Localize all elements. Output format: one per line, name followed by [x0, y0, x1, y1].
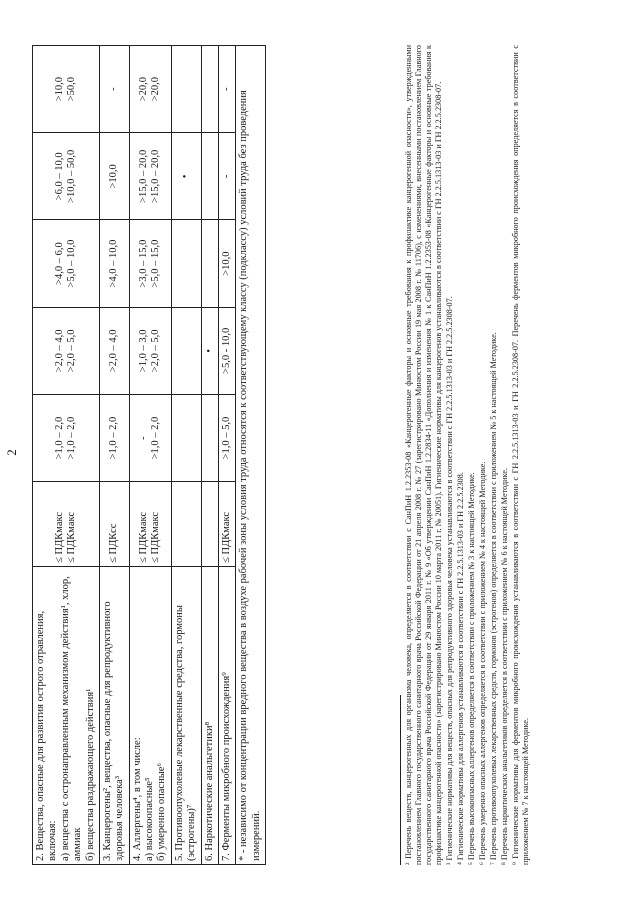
class-value-cell — [201, 394, 218, 481]
class-value: >10,0 — [220, 251, 232, 276]
pdk-cell — [99, 482, 129, 567]
class-value: >50,0 — [65, 76, 77, 102]
class-value: - — [137, 436, 149, 440]
table-row — [218, 46, 235, 865]
footnote: ⁷ Перечень противоопухолевых лекарственных средств, гормонов (эстрогенов) определяется в соответствии с приложением № 5 к настоящей Методике. — [489, 332, 498, 865]
class-value-cell — [171, 220, 201, 307]
class-value: >2,0 – 5,0 — [150, 329, 162, 373]
class-value: - — [108, 87, 120, 91]
class-value: >1,0 – 2,0 — [108, 416, 120, 460]
substance-label-line: а) высокоопасные⁵ — [144, 777, 155, 861]
class-value-cell — [33, 394, 100, 481]
class-value-cell — [218, 133, 235, 220]
class-value: >4,0 – 10,0 — [108, 239, 120, 288]
class-value-cell — [201, 133, 218, 220]
class-value-cell — [33, 133, 100, 220]
class-value: • — [179, 174, 191, 179]
table-row — [99, 46, 129, 865]
class-value-cell — [171, 133, 201, 220]
table-row — [201, 46, 218, 865]
class-value-cell — [99, 220, 129, 307]
pdk-value: ≤ ПДКмакс — [137, 511, 149, 563]
class-value: • — [203, 349, 215, 353]
class-value-cell — [201, 307, 218, 394]
pdk-value: ≤ ПДКмакс — [65, 511, 77, 563]
class-value-cell — [129, 394, 171, 481]
class-value: >1,0 – 5,0 — [220, 416, 232, 460]
class-value-cell — [33, 307, 100, 394]
class-value-cell — [99, 133, 129, 220]
class-value: >2,0 – 4,0 — [108, 329, 120, 373]
class-value: >4,0 – 6,0 — [53, 242, 65, 285]
class-value: >20,0 — [137, 76, 149, 102]
substance-label-line: 7. Ферменты микробного происхождения⁹ — [220, 672, 232, 861]
class-value: >1,0 – 2,0 — [53, 416, 65, 460]
substance-label-cell — [99, 566, 129, 864]
class-value-cell — [99, 46, 129, 133]
class-value-cell — [129, 307, 171, 394]
class-value-cell — [33, 46, 100, 133]
footnotes — [400, 45, 532, 865]
substance-label-line: 6. Наркотические анальгетики⁸ — [203, 721, 215, 861]
class-value-cell — [218, 394, 235, 481]
class-value: >15,0 – 20,0 — [137, 149, 149, 203]
hazard-class-table — [32, 45, 266, 865]
substance-label-line: 3. Канцерогены², вещества, опасные для репродуктивного здоровья человека³ — [101, 601, 126, 861]
class-value: - — [220, 174, 232, 179]
class-value: >1,0 – 3,0 — [137, 329, 149, 373]
class-value-cell — [201, 220, 218, 307]
footnote: ⁸ Перечень наркотических анальгетиков определяется в соответствии с приложением № 6 к настоящей Методике. — [500, 468, 509, 865]
pdk-value: ≤ ПДКмакс — [150, 511, 162, 563]
class-value-cell — [33, 220, 100, 307]
substance-label-line: 5. Противоопухолевые лекарственные средства, гормоны (эстрогены)⁷ — [173, 605, 198, 861]
table-row — [171, 46, 201, 865]
page-number: 2 — [4, 449, 19, 456]
class-value-cell — [171, 307, 201, 394]
class-value: >1,0 – 2,0 — [150, 416, 162, 460]
footnote: ³ Гигиенические нормативы для веществ, опасных для репродуктивного здоровья человека устанавливаются в соответствии с ГН 2.2.5.1313-03 и ГН 2.2.5.2308-07. — [445, 296, 454, 865]
substance-label-cell — [218, 566, 235, 864]
pdk-value: ≤ ПДКмакс — [220, 511, 232, 563]
substance-label-line: 2. Вещества, опасные для развития острого отравления, включая: — [35, 610, 59, 861]
footnote: ⁵ Перечень высокоопасных аллергенов определяется в соответствии с приложением № 3 к настоящей Методике. — [467, 472, 476, 865]
class-value: - — [220, 87, 232, 91]
pdk-cell — [201, 482, 218, 567]
class-value-cell — [218, 307, 235, 394]
class-value-cell — [99, 394, 129, 481]
class-value: >20,0 — [150, 76, 162, 102]
substance-label-line: б) умеренно опасные⁶ — [156, 762, 168, 861]
class-value: >1,0 – 2,0 — [65, 416, 77, 460]
class-value-cell — [218, 220, 235, 307]
footnote: ⁴ Гигиенические нормативы для аллергенов устанавливаются в соответствии с ГН 2.2.5.1313-03 и ГН 2.2.5.2308. — [456, 472, 465, 865]
footnote: ² Перечень веществ, канцерогенных для организма человека, определяется в соответствии с СанПиН 1.2.2353-08 «Канцерогенные факторы и основные требования к профилактике канцерогенной опасности», утвержденными постановлением Главного государственного санитарного врача Российской Федерации от 21 апреля 2008 г. № 27 (зарегистрировано Минюстом России 19 мая 2008 г. № 11706), с изменениями, внесенными постановлением Главного государственного санитарного врача Российской Федерации от 29 января 2011 г. № 9 «Об утверждении СанПиН 1.2.2834-11 «Дополнения и изменения № 1 к СанПиН 1.2.2353-08 «Канцерогенные факторы и основные требования к профилактике канцерогенной опасности» (зарегистрировано Минюстом России 10 марта 2011 г. № 20051). Гигиенические нормативы для канцерогенов устанавливаются в соответствии с ГН 2.2.5.1313-03 и ГН 2.2.5.2308-07. — [404, 45, 443, 865]
class-value: >5,0 - 10,0 — [220, 327, 232, 374]
table-row — [33, 46, 100, 865]
pdk-cell — [129, 482, 171, 567]
pdk-cell — [33, 482, 100, 567]
footnote-divider — [400, 695, 401, 865]
class-value-cell — [99, 307, 129, 394]
substance-label-line: б) вещества раздражающего действия¹ — [84, 688, 96, 861]
footnote-list — [404, 45, 531, 865]
class-value: >2,0 – 5,0 — [65, 329, 77, 373]
class-value-cell — [129, 220, 171, 307]
class-value: >5,0 – 15,0 — [150, 239, 162, 288]
footnote: ⁶ Перечень умеренно опасных аллергенов определяется в соответствии с приложением № 4 к настоящей Методике. — [478, 461, 487, 865]
pdk-value: ≤ ПДКмакс — [53, 511, 65, 563]
class-value: >3,0 – 15,0 — [137, 239, 149, 288]
pdk-cell — [171, 482, 201, 567]
substance-label-line: 4. Аллергены⁴, в том числе: — [131, 737, 143, 861]
table-note: * - независимо от концентрации вредного вещества в воздухе рабочей зоны условия труда относятся к соответствующему классу (подклассу) условий труда без проведения измерений. — [236, 46, 266, 865]
class-value: >6,0 – 10,0 — [53, 152, 65, 201]
pdk-value: ≤ ПДКсс — [108, 523, 120, 563]
substance-label-line: а) вещества с остронаправленным механизмом действия¹, хлор, аммиак — [59, 576, 84, 861]
substance-label-cell — [201, 566, 218, 864]
class-value: >10,0 – 50,0 — [65, 149, 77, 203]
class-value: >5,0 – 10,0 — [65, 239, 77, 288]
pdk-cell — [218, 482, 235, 567]
class-value-cell — [171, 46, 201, 133]
substance-label-cell — [33, 566, 100, 864]
class-value-cell — [218, 46, 235, 133]
substance-label-cell — [171, 566, 201, 864]
class-value-cell — [129, 133, 171, 220]
substance-label-cell — [129, 566, 171, 864]
class-value-cell — [129, 46, 171, 133]
class-value: >10,0 — [53, 76, 65, 102]
class-value: >15,0 – 20,0 — [150, 149, 162, 203]
class-value-cell — [171, 394, 201, 481]
class-value-cell — [201, 46, 218, 133]
class-value: >2,0 – 4,0 — [53, 329, 65, 373]
footnote: ⁹ Гигиенические нормативы для ферментов микробного происхождения устанавливаются в соответствии с ГН 2.2.5.1313-03 и ГН 2.2.5.2308-07. Перечень ферментов микробного происхождения определяется в соответствии с приложением № 7 к настоящей Методике. — [511, 45, 530, 865]
class-value: >10,0 — [108, 164, 120, 189]
table-row — [129, 46, 171, 865]
